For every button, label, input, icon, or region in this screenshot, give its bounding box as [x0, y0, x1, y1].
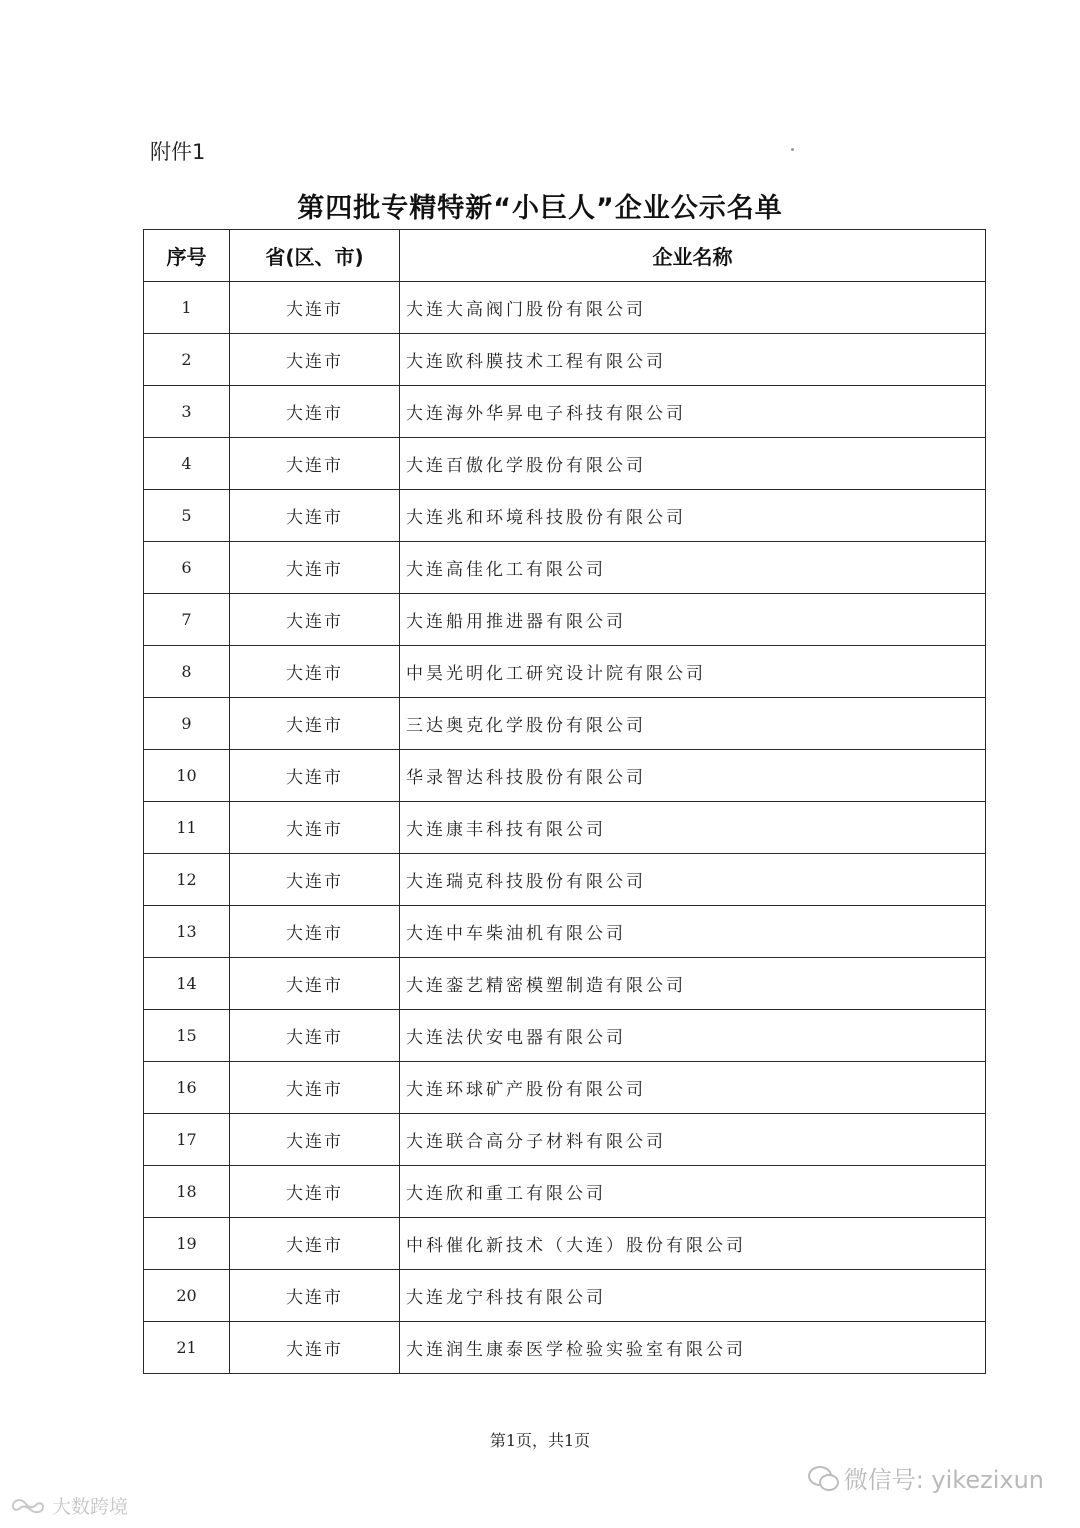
- row-index: 18: [144, 1166, 230, 1218]
- row-index: 5: [144, 490, 230, 542]
- header-region: 省(区、市): [230, 230, 400, 282]
- attachment-label: 附件1: [150, 140, 206, 164]
- row-region: 大连市: [230, 1218, 400, 1270]
- row-region: 大连市: [230, 646, 400, 698]
- table-row: [144, 490, 986, 542]
- row-index: 13: [144, 906, 230, 958]
- table-row: [144, 542, 986, 594]
- row-company-name: 大连法伏安电器有限公司: [400, 1010, 986, 1062]
- table-row: [144, 1218, 986, 1270]
- table-row: [144, 438, 986, 490]
- row-company-name: 大连百傲化学股份有限公司: [400, 438, 986, 490]
- row-region: 大连市: [230, 1322, 400, 1374]
- table-row: [144, 802, 986, 854]
- row-region: 大连市: [230, 282, 400, 334]
- row-region: 大连市: [230, 1062, 400, 1114]
- row-company-name: 大连船用推进器有限公司: [400, 594, 986, 646]
- row-region: 大连市: [230, 802, 400, 854]
- row-region: 大连市: [230, 1166, 400, 1218]
- wechat-watermark-text: 微信号: yikezixun: [843, 1466, 1044, 1494]
- table-row: [144, 906, 986, 958]
- wechat-icon: [808, 1466, 838, 1490]
- table-row: [144, 1270, 986, 1322]
- scan-speck: [791, 148, 794, 151]
- row-region: 大连市: [230, 386, 400, 438]
- row-region: 大连市: [230, 542, 400, 594]
- row-index: 10: [144, 750, 230, 802]
- table-row: [144, 854, 986, 906]
- row-index: 8: [144, 646, 230, 698]
- table-row: [144, 750, 986, 802]
- row-company-name: 大连联合高分子材料有限公司: [400, 1114, 986, 1166]
- table-row: [144, 594, 986, 646]
- table-row: [144, 1322, 986, 1374]
- row-index: 19: [144, 1218, 230, 1270]
- row-index: 16: [144, 1062, 230, 1114]
- row-company-name: 大连欣和重工有限公司: [400, 1166, 986, 1218]
- brand-watermark: [10, 1492, 128, 1519]
- row-index: 15: [144, 1010, 230, 1062]
- row-index: 9: [144, 698, 230, 750]
- table-row: [144, 698, 986, 750]
- row-company-name: 大连欧科膜技术工程有限公司: [400, 334, 986, 386]
- table-row: [144, 386, 986, 438]
- row-company-name: 大连龙宁科技有限公司: [400, 1270, 986, 1322]
- row-region: 大连市: [230, 594, 400, 646]
- brand-logo-icon: [10, 1495, 46, 1517]
- brand-watermark-text: 大数跨境: [52, 1496, 129, 1518]
- row-index: 21: [144, 1322, 230, 1374]
- row-company-name: 大连润生康泰医学检验实验室有限公司: [400, 1322, 986, 1374]
- table-header-row: [144, 230, 986, 282]
- row-region: 大连市: [230, 1114, 400, 1166]
- row-company-name: 大连大高阀门股份有限公司: [400, 282, 986, 334]
- row-region: 大连市: [230, 958, 400, 1010]
- row-company-name: 大连中车柴油机有限公司: [400, 906, 986, 958]
- row-company-name: 大连环球矿产股份有限公司: [400, 1062, 986, 1114]
- table-row: [144, 1114, 986, 1166]
- row-index: 1: [144, 282, 230, 334]
- row-company-name: 大连高佳化工有限公司: [400, 542, 986, 594]
- row-index: 14: [144, 958, 230, 1010]
- table-row: [144, 1062, 986, 1114]
- table-row: [144, 958, 986, 1010]
- table-row: [144, 1010, 986, 1062]
- row-index: 11: [144, 802, 230, 854]
- table-row: [144, 334, 986, 386]
- page-footer: 第1页，共1页: [489, 1431, 591, 1450]
- row-region: 大连市: [230, 906, 400, 958]
- row-index: 20: [144, 1270, 230, 1322]
- row-company-name: 大连兆和环境科技股份有限公司: [400, 490, 986, 542]
- row-index: 4: [144, 438, 230, 490]
- row-index: 6: [144, 542, 230, 594]
- wechat-watermark: [808, 1460, 1044, 1495]
- row-region: 大连市: [230, 1270, 400, 1322]
- row-company-name: 华录智达科技股份有限公司: [400, 750, 986, 802]
- row-index: 2: [144, 334, 230, 386]
- row-company-name: 中昊光明化工研究设计院有限公司: [400, 646, 986, 698]
- row-region: 大连市: [230, 490, 400, 542]
- row-index: 7: [144, 594, 230, 646]
- row-index: 12: [144, 854, 230, 906]
- table-row: [144, 646, 986, 698]
- table-row: [144, 282, 986, 334]
- row-company-name: 大连康丰科技有限公司: [400, 802, 986, 854]
- row-region: 大连市: [230, 1010, 400, 1062]
- company-list-table: [143, 229, 986, 1374]
- row-region: 大连市: [230, 854, 400, 906]
- row-index: 17: [144, 1114, 230, 1166]
- row-index: 3: [144, 386, 230, 438]
- row-company-name: 大连銮艺精密模塑制造有限公司: [400, 958, 986, 1010]
- table-body: [144, 282, 986, 1374]
- table-row: [144, 1166, 986, 1218]
- row-company-name: 三达奥克化学股份有限公司: [400, 698, 986, 750]
- row-company-name: 大连瑞克科技股份有限公司: [400, 854, 986, 906]
- row-company-name: 大连海外华昇电子科技有限公司: [400, 386, 986, 438]
- row-region: 大连市: [230, 438, 400, 490]
- row-region: 大连市: [230, 698, 400, 750]
- row-company-name: 中科催化新技术（大连）股份有限公司: [400, 1218, 986, 1270]
- header-index: 序号: [144, 230, 230, 282]
- row-region: 大连市: [230, 750, 400, 802]
- document-title: 第四批专精特新“小巨人”企业公示名单: [297, 193, 783, 224]
- header-company: 企业名称: [400, 230, 986, 282]
- row-region: 大连市: [230, 334, 400, 386]
